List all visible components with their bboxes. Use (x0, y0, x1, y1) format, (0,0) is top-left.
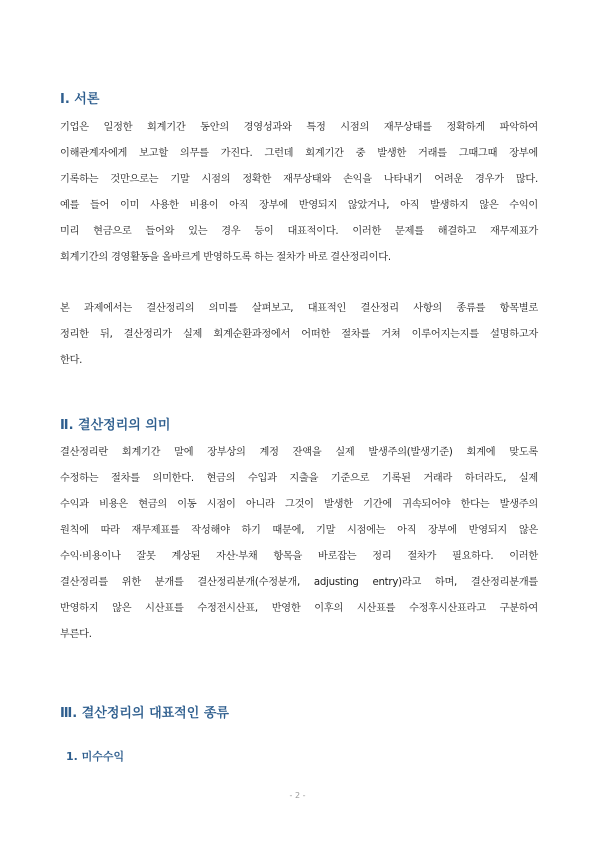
paragraph-line: 수익과 비용은 현금의 이동 시점이 아니라 그것이 발생한 기간에 귀속되어야 한다는 발생주의 (60, 499, 538, 510)
subsection-heading-accrued-revenue: 1. 미수수익 (66, 750, 125, 763)
page-number: - 2 - (289, 791, 306, 800)
paragraph-line: 수익·비용이나 잘못 계상된 자산·부채 항목을 바로잡는 정리 절차가 필요하다. 이러한 (60, 551, 538, 562)
paragraph-line: 기업은 일정한 회계기간 동안의 경영성과와 특정 시점의 재무상태를 정확하게 파악하여 (60, 122, 538, 133)
section-heading-types: Ⅲ. 결산정리의 대표적인 종류 (60, 706, 229, 721)
section-heading-meaning: Ⅱ. 결산정리의 의미 (60, 418, 171, 433)
paragraph-line: 미리 현금으로 들어와 있는 경우 등이 대표적이다. 이러한 문제를 해결하고 재무제표가 (60, 226, 538, 237)
paragraph-intro-2 (60, 296, 538, 374)
paragraph-line: 기록하는 것만으로는 기말 시점의 정확한 재무상태와 손익을 나타내기 어려운 경우가 많다. (60, 174, 538, 185)
paragraph-line: 정리한 뒤, 결산정리가 실제 회계순환과정에서 어떠한 절차를 거쳐 이루어지는지를 설명하고자 (60, 329, 538, 340)
paragraph-line: 예를 들어 이미 사용한 비용이 아직 장부에 반영되지 않았거나, 아직 발생하지 않은 수익이 (60, 200, 538, 211)
paragraph-line: 수정하는 절차를 의미한다. 현금의 수입과 지출을 기준으로 기록된 거래라 하더라도, 실제 (60, 473, 538, 484)
paragraph-intro-1 (60, 115, 538, 271)
paragraph-line: 원칙에 따라 재무제표를 작성해야 하기 때문에, 기말 시점에는 아직 장부에 반영되지 않은 (60, 525, 538, 536)
paragraph-line: 이해관계자에게 보고할 의무를 가진다. 그런데 회계기간 중 발생한 거래를 그때그때 장부에 (60, 148, 538, 159)
paragraph-line: 결산정리란 회계기간 말에 장부상의 계정 잔액을 실제 발생주의(발생기준) 회계에 맞도록 (60, 447, 538, 458)
paragraph-line: 결산정리를 위한 분개를 결산정리분개(수정분개, adjusting entry)라고 하며, 결산정리분개를 (60, 577, 538, 588)
paragraph-meaning-1 (60, 440, 538, 648)
paragraph-line: 한다. (60, 355, 83, 366)
section-heading-introduction: Ⅰ. 서론 (60, 92, 100, 107)
paragraph-line: 회계기간의 경영활동을 올바르게 반영하도록 하는 절차가 바로 결산정리이다. (60, 252, 391, 263)
paragraph-line: 본 과제에서는 결산정리의 의미를 살펴보고, 대표적인 결산정리 사항의 종류를 항목별로 (60, 303, 538, 314)
paragraph-line: 부른다. (60, 629, 92, 640)
paragraph-line: 반영하지 않은 시산표를 수정전시산표, 반영한 이후의 시산표를 수정후시산표라고 구분하여 (60, 603, 538, 614)
